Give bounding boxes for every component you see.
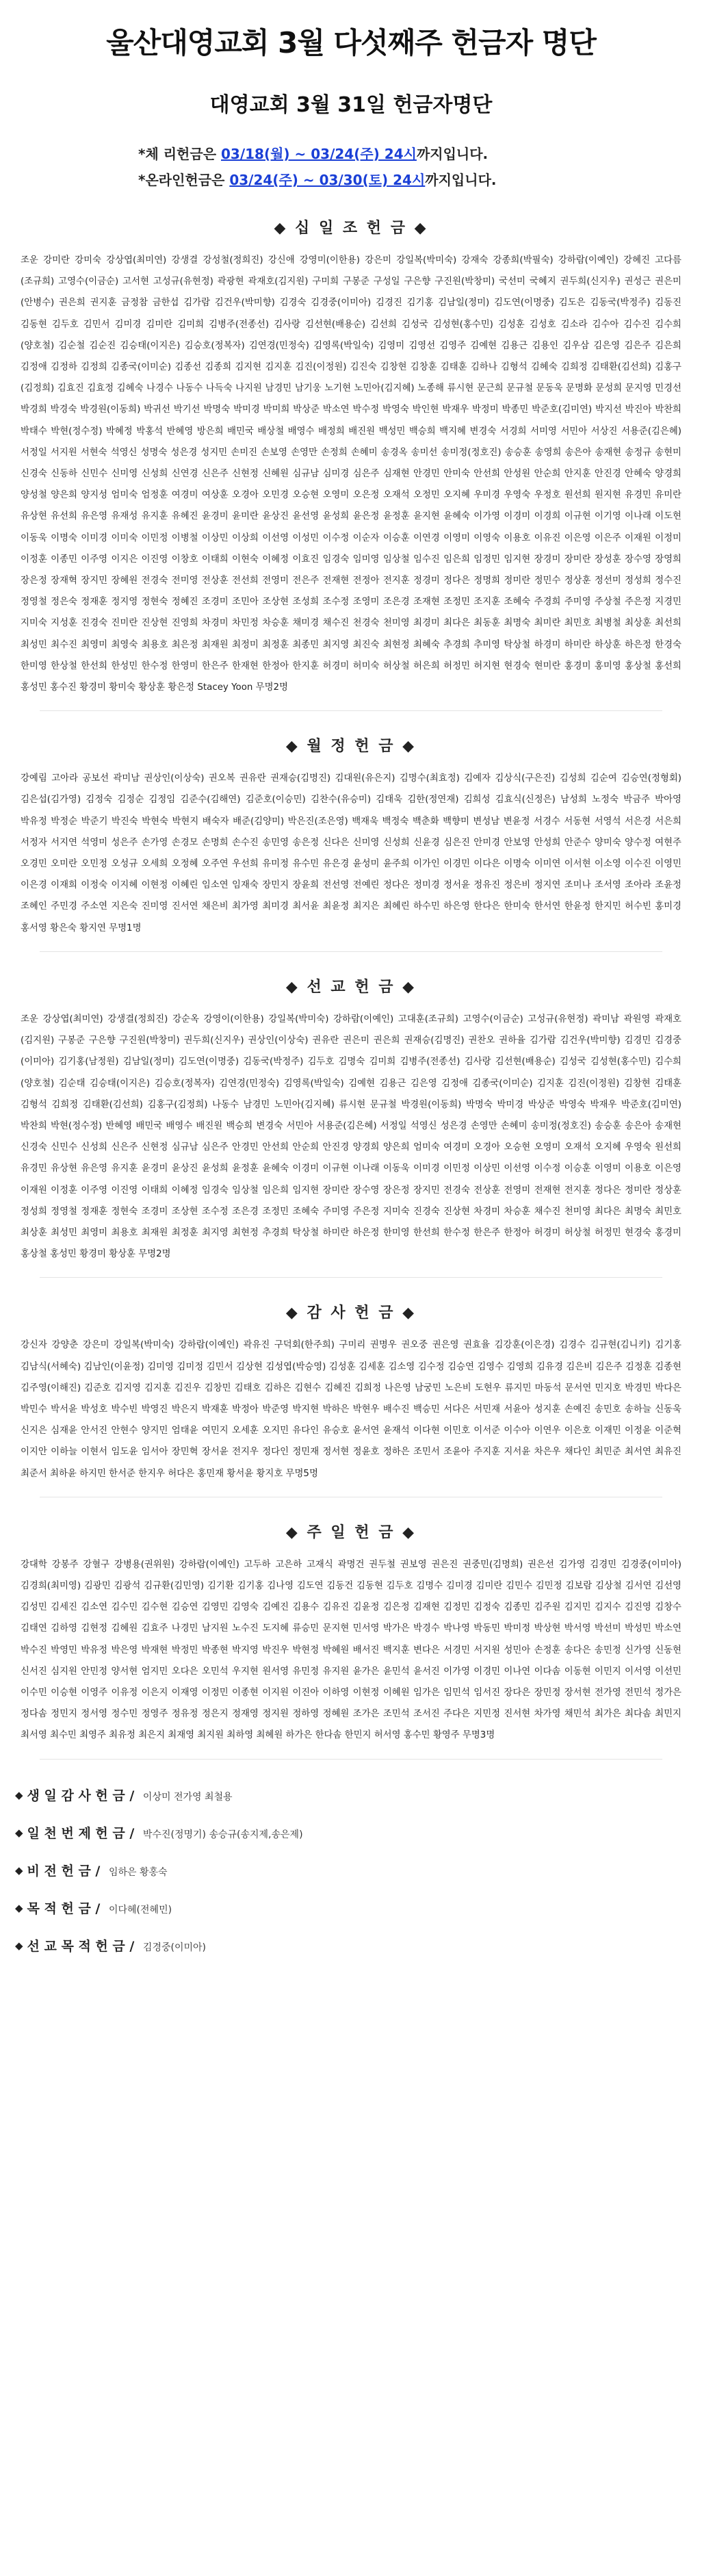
offering-label: 일 천 번 제 헌 금 — [27, 1825, 125, 1841]
diamond-bullet-icon: ◆ — [15, 1939, 23, 1952]
notice-prefix: *온라인헌금은 — [138, 172, 230, 188]
notice-suffix: 까지입니다. — [416, 146, 489, 162]
donor-list: 조운 강미란 강미숙 강상엽(최미연) 강생결 강성철(정희진) 강신애 강영미(이한용) 강은미 강일복(박미숙) 강재숙 강종희(박필숙) 강하람(이예인) 강혜진 고다름(조규희) 고영수(이금순) 고서현 고성규(유현정) 곽광현 곽재호(김지원) 구미희 구봉준 구성일 구은향 구진원(박창미) 국선미 국혜지 권두희(신지우) 권성근 권은미(안병수) 권은희 권지훈 금정참 금한섭 김가람 김건우(박미향) 김경숙 김경중(이미아) 김경진 김기홍 김남일(정미) 김도연(이명중) 김도은 김동국(박정주) 김동진 김동현 김두호 김민서 김미경 김미란 김미희 김병주(전종선) 김사랑 김선현(배용순) 김선희 김성국 김성현(홍수민) 김성훈 김성호 김소라 김수아 김수진 김수희(양호철) 김순철 김순진 김승태(이지은) 김승호(정복자) 김연경(민정숙) 김영록(박일숙) 김영미 김영선 김영주 김예현 김용근 김용인 김우삼 김은영 김은주 김은희 김정애 김정하 김정희 김종국(이미순) 김종선 김종희 김지현 김지훈 김진(이정원) 김진숙 김창현 김창훈 김태훈 김하나 김형석 김혜숙 김희정 김태환(김선희) 김홍구(김정희) 김효진 김효정 김혜숙 나경수 나동수 나득숙 나지원 남경민 남기웅 노기현 노민아(김지혜) 노종해 류시현 문근희 문규철 문동욱 문명화 문성희 문지영 민경선 박경희 박경숙 박경원(이동희) 박귀선 박기선 박명숙 박미경 박미희 박상준 박소연 박수정 박영숙 박인현 박재우 박정미 박종민 박준호(김미연) 박지선 박진아 박찬희 박태수 박현(정수정) 박혜정 박홍석 반혜영 방은희 배민국 배상철 배영수 배정희 배진원 백성민 백승희 백지혜 변경숙 서경희 서미영 서민아 서상진 서용준(김은혜) 서정일 서지원 서현숙 석영신 성명숙 성은경 성지민 손미진 손보영 손영만 손정희 손혜미 송경옥 송미선 송미정(정호진) 송승훈 송영희 송은아 송재현 송정규 송현미 신경숙 신동하 신민수 신미영 신성희 신연경 신은주 신현정 신혜원 심규남 심미경 심은주 심재현 안경민 안미숙 안선희 안성원 안순희 안지훈 안진경 안혜숙 양경희 양성철 양은희 양지성 엄미숙 엄정훈 여경미 여상훈 오경아 오민경 오승현 오영미 오은정 오재석 오정민 오지혜 우미경 우영숙 우정호 원선희 원지현 유경민 유미란 유상현 유선희 유은영 유재성 유지훈 유혜진 윤경미 윤미란 윤상진 윤선영 윤성희 윤은정 윤정훈 윤지현 윤혜숙 이가영 이경미 이경희 이규현 이기영 이나래 이도현 이동욱 이명숙 이미경 이미숙 이민정 이병철 이상민 이상희 이선영 이성민 이수정 이순자 이승훈 이연경 이영미 이영숙 이용호 이유진 이은영 이은주 이재원 이정미 이정훈 이종민 이주영 이지은 이진영 이창호 이태희 이현숙 이혜정 이효진 임경숙 임미영 임상철 임수진 임은희 임정민 임지현 장경미 장미란 장성훈 장수영 장영희 장은정 장재혁 장지민 장혜원 전경숙 전미영 전상훈 전선희 전영미 전은주 전재현 전정아 전지훈 정경미 정다은 정명희 정미란 정민수 정상훈 정선미 정성희 정수진 정영철 정은숙 정재훈 정지영 정현숙 정혜진 조경미 조민아 조상현 조성희 조수정 조영미 조은경 조재현 조정민 조지훈 조혜숙 주경희 주미영 주상철 주은정 지경민 지미숙 지성훈 진경숙 진미란 진상현 진영희 차경미 차민정 차승훈 채미경 채수진 천경숙 천미영 최경미 최다은 최동훈 최명숙 최미란 최민호 최병철 최상훈 최선희 최성민 최수진 최영미 최영숙 최용호 최은정 최재원 최정미 최정훈 최종민 최지영 최진숙 최현정 최혜숙 추경희 추미영 탁상철 하경미 하미란 하상훈 하은정 한경숙 한미영 한상철 한선희 한성민 한수정 한영미 한은주 한재현 한정아 한지훈 허경미 허미숙 허상철 허은희 허정민 허지현 현경숙 현미란 홍경미 홍미영 홍상철 홍선희 홍성민 홍수진 황경미 황미숙 황상훈 황은정 Stacey Yoon 무명2명 — [21, 255, 681, 693]
offering-label: 비 전 헌 금 — [27, 1863, 91, 1879]
donor-list: 조운 강상엽(최미연) 강생결(정희진) 강순옥 강영이(이한용) 강일복(박미숙) 강하람(이예인) 고대훈(조규희) 고영수(이금순) 고성규(유현정) 곽미남 곽원영 곽재호(김지원) 구봉준 구은향 구진원(박창미) 권두희(신지우) 권상인(이상숙) 권유란 권은미 권은희 권재승(김명진) 권찬오 권하율 김가람 김건우(박미향) 김경민 김경중(이미아) 김기홍(남정원) 김남일(정미) 김도연(이명중) 김동국(박정주) 김두호 김명숙 김미희 김병주(전종선) 김사랑 김선현(배용순) 김성국 김성현(홍수민) 김수희(양호철) 김순태 김승태(이지은) 김승호(정복자) 김연경(민정숙) 김영록(박일숙) 김예현 김용근 김은영 김정애 김종국(이미순) 김지훈 김진(이정원) 김창현 김태훈 김형석 김희정 김태환(김선희) 김홍구(김정희) 나동수 남경민 노민아(김지혜) 류시현 문규철 박경원(이동희) 박명숙 박미경 박상준 박영숙 박재우 박준호(김미연) 박찬희 박현(정수정) 반혜영 배민국 배영수 배진원 백승희 변경숙 서민아 서용준(김은혜) 서정일 석영신 성은경 손영만 손혜미 송미정(정호진) 송승훈 송은아 송재현 신경숙 신민수 신성희 신은주 신현정 심규남 심은주 안경민 안선희 안순희 안진경 양경희 양은희 엄미숙 여경미 오경아 오승현 오영미 오재석 오지혜 우영숙 원선희 유경민 유상현 유은영 유지훈 윤경미 윤상진 윤성희 윤정훈 윤혜숙 이경미 이규현 이나래 이동욱 이미경 이민정 이상민 이선영 이수정 이승훈 이영미 이용호 이은영 이재원 이정훈 이주영 이진영 이태희 이혜정 임경숙 임상철 임은희 임지현 장미란 장수영 장은정 장지민 전경숙 전상훈 전영미 전재현 전지훈 정다은 정미란 정상훈 정성희 정영철 정재훈 정현숙 조경미 조상현 조수정 조은경 조정민 조혜숙 주미영 주은정 지미숙 진경숙 진상현 차경미 차승훈 채수진 천미영 최다은 최명숙 최민호 최상훈 최성민 최영미 최용호 최재원 최정훈 최지영 최현정 추경희 탁상철 하미란 하은정 한미영 한선희 한수정 한은주 한정아 허경미 허상철 허정민 현경숙 홍경미 홍상철 홍성민 황경미 황상훈 무명2명 — [21, 1014, 681, 1260]
section-monthly — [16, 734, 686, 952]
section-sunday — [16, 1521, 686, 1760]
diamond-bullet-icon: ◆ — [15, 1788, 23, 1801]
offering-names: 이다혜(전혜민) — [108, 1904, 172, 1916]
section-heading: ◆ 월 정 헌 금 ◆ — [285, 738, 417, 756]
offline-period-link[interactable]: 03/18(월) ~ 03/24(주) 24시 — [221, 146, 417, 162]
section-divider — [40, 1277, 662, 1278]
thousand-offering-row: ◆ 일 천 번 제 헌 금 / 박수진(정명기) 송승규(송지제,송은제) — [15, 1815, 702, 1853]
diamond-bullet-icon: ◆ — [15, 1826, 23, 1839]
notice-suffix: 까지입니다. — [425, 172, 497, 188]
offering-names: 이상미 전가영 최철용 — [142, 1791, 233, 1803]
section-thanksgiving — [16, 1301, 686, 1497]
page-subtitle: 대영교회 3월 31일 헌금자명단 — [209, 93, 493, 117]
offering-names: 임하은 황홍숙 — [108, 1866, 168, 1878]
birthday-offering-row: ◆ 생 일 감 사 헌 금 / 이상미 전가영 최철용 — [15, 1777, 702, 1815]
notice-prefix: *체 리헌금은 — [138, 146, 221, 162]
purpose-offering-row: ◆ 목 적 헌 금 / 이다혜(전혜민) — [15, 1890, 702, 1928]
section-heading: ◆ 주 일 헌 금 ◆ — [285, 1523, 417, 1541]
section-heading: ◆ 십 일 조 헌 금 ◆ — [274, 220, 428, 237]
section-tithe — [16, 216, 686, 711]
section-divider — [40, 951, 662, 952]
vision-offering-row: ◆ 비 전 헌 금 / 임하은 황홍숙 — [15, 1853, 702, 1890]
notice-block — [138, 141, 702, 193]
online-period-link[interactable]: 03/24(주) ~ 03/30(토) 24시 — [229, 172, 426, 188]
notice-line-online — [138, 167, 702, 193]
offering-label: 생 일 감 사 헌 금 — [27, 1788, 125, 1803]
offering-label: 목 적 헌 금 — [27, 1901, 91, 1916]
donor-list: 강대학 강봉주 강혈구 강병용(권위원) 강하람(이예인) 고두하 고은하 고재식 곽명건 권두철 권보영 권은진 권중민(김명희) 권은선 김가영 김경민 김경중(이미아) 김경희(최미영) 김광민 김광석 김규환(김민영) 김기환 김기홍 김나영 김도연 김동건 김동현 김두호 김명수 김미경 김미란 김민수 김민정 김보람 김상철 김서연 김선영 김성민 김세진 김소연 김수민 김수현 김승연 김영민 김영숙 김예진 김용수 김유진 김윤정 김은정 김재현 김정민 김정숙 김종민 김주원 김지민 김지수 김진영 김창수 김태연 김하영 김현정 김혜원 김효주 나경민 남지원 노수진 도지혜 류승민 문지현 민서영 박가은 박경수 박나영 박동민 박미정 박상현 박서영 박선미 박성민 박소연 박수진 박영민 박유정 박은영 박재현 박정민 박종현 박지영 박진우 박현정 박혜원 배서진 백지훈 변다은 서경민 서지원 성민아 손정훈 송다은 송민정 신가영 신동현 신서진 심지원 안민정 양서현 엄지민 오다은 오민석 우지현 원서영 유민정 유지원 윤가은 윤민석 윤서진 이가영 이경민 이나연 이다솜 이동현 이민지 이서영 이선민 이수민 이승현 이영주 이유정 이은지 이재영 이정민 이종현 이지원 이진아 이하영 이현정 이혜원 임가은 임민석 임서진 장다은 장민정 장서현 전가영 전민석 정가은 정다솜 정민지 정서영 정수민 정영주 정유정 정은지 정재영 정지원 정하영 정혜원 조가은 조민석 조서진 주다은 지민정 진서현 차가영 채민석 최가은 최다솜 최민지 최서영 최수민 최영주 최유정 최은지 최재영 최지원 최하영 최혜원 하가은 한다솜 한민지 허서영 홍수민 황영주 무명3명 — [21, 1559, 681, 1741]
diamond-bullet-icon: ◆ — [15, 1864, 23, 1877]
offering-names: 박수진(정명기) 송승규(송지제,송은제) — [142, 1829, 303, 1840]
section-mission — [16, 975, 686, 1278]
donor-list: 강신자 강양춘 강은미 강일복(박미숙) 강하람(이예인) 곽유진 구덕회(한주희) 구미리 권명우 권오중 권은영 권효율 김강훈(이은경) 김경수 김규현(김니키) 김기홍 김남식(서혜숙) 김남인(이윤정) 김미영 김미정 김민서 김상현 김성엽(박승영) 김성훈 김세훈 김소영 김수정 김승연 김영수 김영희 김유경 김은비 김은주 김정훈 김종현 김주영(이해진) 김준호 김지영 김지훈 김진우 김창민 김태호 김하은 김현수 김혜진 김희정 나은영 남궁민 노은비 도현우 류지민 마동석 문서연 민지호 박경민 박다은 박민수 박서윤 박성호 박수빈 박영진 박은지 박재훈 박정아 박준영 박지현 박하은 박현우 배수진 백승민 서다은 서민재 서윤아 성지훈 손예진 송민호 송하늘 신동욱 신지은 심재윤 안서진 안현수 양지민 엄태윤 여민지 오세훈 오지민 유다인 유승호 윤서연 윤재석 이다현 이민호 이서준 이수아 이연우 이은호 이재민 이정윤 이준혁 이지안 이하늘 이현서 임도윤 임서아 장민혁 장서윤 전지우 정다인 정민재 정서현 정윤호 정하은 조민서 조윤아 주지훈 지서윤 차은우 채다인 최민준 최서연 최유진 최준서 최하윤 하지민 한서준 한지우 허다은 홍민재 황서윤 황지호 무명5명 — [21, 1340, 681, 1479]
offering-names: 김경중(이미아) — [142, 1942, 206, 1953]
section-heading: ◆ 감 사 헌 금 ◆ — [285, 1304, 417, 1322]
misc-offerings — [15, 1777, 702, 1966]
notice-line-offline — [138, 141, 702, 167]
section-divider — [40, 1759, 662, 1760]
donor-list: 강예림 고아라 공보선 곽미남 권상인(이상숙) 권오복 권유란 권재승(김명진) 김대원(유은지) 김명수(최효정) 김예자 김상식(구은진) 김성희 김순여 김승연(정형회) 김은섭(김가영) 김정숙 김정순 김정임 김준수(김해연) 김준호(이승민) 김찬수(유승미) 김태욱 김한(정연재) 김희성 김효식(신정은) 남성희 노정숙 박금주 박아영 박유정 박정순 박준기 박진숙 박현숙 박현지 배숙자 배준(김양미) 박은진(조은영) 백재욱 백정숙 백춘화 백향미 변성남 변윤정 서경수 서동현 서영석 서은경 서은희 서정자 서지연 석영미 성은주 손가영 손경모 손명희 손수진 송민영 송은정 신다은 신미영 신성희 신윤경 심은진 안미경 안보영 안성희 안준수 양미숙 양수정 여현주 오경민 오미란 오민정 오성규 오세희 오정혜 오주연 우선희 유미정 유수민 유은경 윤성미 윤주희 이가인 이경민 이다은 이명숙 이미연 이서현 이소영 이수진 이영민 이은경 이재희 이정숙 이지혜 이현정 이혜린 임소연 임재숙 장민지 장윤희 전선영 전예린 정다은 정미경 정서윤 정유진 정은비 정지연 조미나 조서영 조아라 조윤정 조혜인 주민경 주소연 지은숙 진미영 진서연 채은비 최가영 최미경 최서윤 최윤정 최지은 최혜린 하수민 하은영 한다은 한미숙 한서연 한윤정 한지민 허수빈 홍미경 홍서영 황은숙 황지연 무명1명 — [21, 773, 681, 933]
section-divider — [40, 710, 662, 711]
mission-purpose-offering-row: ◆ 선 교 목 적 헌 금 / 김경중(이미아) — [15, 1928, 702, 1966]
offering-label: 선 교 목 적 헌 금 — [27, 1938, 125, 1954]
page-title: 울산대영교회 3월 다섯째주 헌금자 명단 — [106, 26, 596, 60]
section-heading: ◆ 선 교 헌 금 ◆ — [285, 978, 417, 996]
diamond-bullet-icon: ◆ — [15, 1901, 23, 1914]
